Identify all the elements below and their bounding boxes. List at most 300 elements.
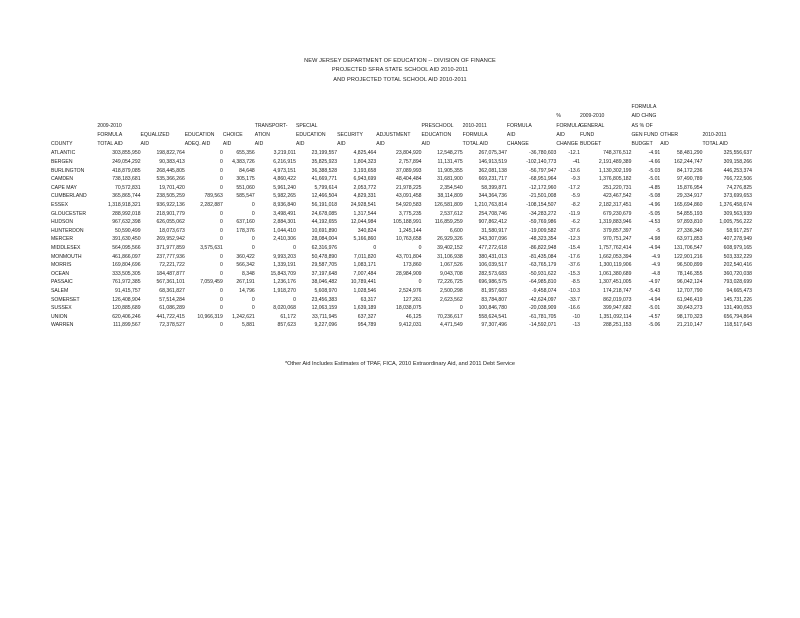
table-cell: 38,046,482 [311, 279, 338, 286]
table-cell: 48,404,484 [396, 176, 422, 183]
table-cell: -19,009,582 [529, 227, 557, 234]
table-cell: 288,992,018 [112, 210, 141, 217]
table-cell: 288,251,153 [603, 322, 632, 329]
table-cell: 305,175 [236, 176, 255, 183]
table-cell: 1,376,805,182 [598, 176, 632, 183]
table-cell: 9,412,031 [398, 322, 422, 329]
column-header: 2010-2011 FORMULA TOTAL AID [462, 122, 489, 148]
table-cell: -15.4 [568, 245, 580, 252]
table-cell: 218,901,779 [156, 210, 185, 217]
table-cell: 5,166,860 [353, 236, 377, 243]
table-cell: 18,073,673 [159, 227, 185, 234]
table-cell: -9.3 [571, 176, 580, 183]
table-cell: 72,378,527 [159, 322, 185, 329]
table-cell: 9,993,203 [273, 253, 296, 260]
table-row [51, 304, 752, 313]
table-cell: 74,276,825 [726, 184, 752, 191]
county-name-cell: MORRIS [51, 262, 72, 269]
table-cell: 655,356 [236, 150, 255, 157]
table-cell: 564,095,566 [112, 245, 141, 252]
table-cell: 31,580,917 [481, 227, 507, 234]
table-cell: 0 [220, 287, 223, 294]
table-cell: 333,505,305 [112, 270, 141, 277]
table-cell: 7,007,484 [353, 270, 377, 277]
table-cell: 237,777,936 [156, 253, 185, 260]
table-cell: -5.01 [648, 176, 661, 183]
table-cell: 3,219,011 [273, 150, 296, 157]
table-cell: 1,918,270 [273, 287, 296, 294]
table-row [51, 278, 752, 287]
table-cell: 340,824 [357, 227, 377, 234]
table-cell: 1,307,451,005 [598, 279, 632, 286]
table-cell: 94,665,473 [726, 287, 752, 294]
table-cell: 761,972,385 [112, 279, 141, 286]
table-cell: 14,796 [239, 287, 255, 294]
table-cell: -5.06 [648, 322, 661, 329]
table-cell: 29,587,705 [311, 262, 338, 269]
table-cell: 19,701,420 [159, 184, 185, 191]
table-cell: 857,623 [277, 322, 296, 329]
table-cell: 0 [251, 245, 255, 252]
table-cell: 793,028,699 [723, 279, 752, 286]
table-cell: 2,282,887 [200, 202, 223, 209]
table-cell: 97,307,496 [481, 322, 507, 329]
county-name-cell: SUSSEX [51, 305, 72, 312]
column-header: ADJUSTMENT AID [376, 131, 411, 148]
table-cell: 267,191 [236, 279, 255, 286]
table-cell: 70,572,831 [115, 184, 141, 191]
table-cell: 267,075,347 [478, 150, 507, 157]
table-cell: 679,230,679 [603, 210, 632, 217]
table-cell: 637,327 [357, 313, 377, 320]
table-body [51, 149, 752, 329]
table-cell: -86,822,948 [529, 245, 557, 252]
table-row [51, 184, 752, 193]
table-cell: 56,191,018 [311, 202, 338, 209]
table-cell: 54,920,583 [396, 202, 422, 209]
table-cell: 0 [220, 150, 223, 157]
table-cell: 36,388,528 [311, 167, 338, 174]
table-cell: 24,678,085 [311, 210, 338, 217]
table-cell: 441,722,415 [156, 313, 185, 320]
table-cell: 9,043,708 [440, 270, 463, 277]
table-cell: 1,804,323 [353, 159, 377, 166]
table-cell: 7,011,820 [353, 253, 377, 260]
table-cell: -4.8 [651, 270, 661, 277]
table-cell: 127,261 [403, 296, 422, 303]
table-cell: 10,789,441 [350, 279, 377, 286]
table-cell: 68,361,827 [159, 287, 185, 294]
table-cell: 251,220,731 [603, 184, 632, 191]
report-title-block [0, 57, 800, 85]
column-header: PRESCHOOL EDUCATION AID [421, 122, 454, 148]
table-cell: 43,091,458 [396, 193, 422, 200]
column-header: OTHER AID [660, 131, 679, 148]
table-cell: 145,731,226 [723, 296, 752, 303]
table-cell: 44,192,655 [311, 219, 338, 226]
table-cell: 37,197,648 [311, 270, 338, 277]
table-cell: 23,456,383 [311, 296, 338, 303]
table-cell: 120,885,689 [112, 305, 141, 312]
table-cell: 1,339,191 [273, 262, 296, 269]
table-cell: 81,957,683 [481, 287, 507, 294]
table-cell: 0 [251, 236, 255, 243]
table-cell: 0 [220, 159, 223, 166]
table-cell: 344,364,736 [478, 193, 507, 200]
table-cell: 97,490,789 [676, 176, 703, 183]
table-cell: 90,383,413 [159, 159, 185, 166]
table-cell: 3,498,491 [273, 210, 296, 217]
table-cell: 954,789 [357, 322, 377, 329]
county-name-cell: UNION [51, 313, 68, 320]
table-cell: 1,130,302,199 [598, 167, 632, 174]
column-header: CHOICE AID [222, 131, 243, 148]
table-cell: 116,859,259 [434, 219, 463, 226]
table-cell: -4.85 [648, 184, 661, 191]
table-cell: 0 [251, 296, 255, 303]
table-cell: 28,984,909 [396, 270, 422, 277]
table-cell: -108,154,507 [526, 202, 557, 209]
column-header: SECURITY AID [337, 131, 363, 148]
table-cell: 91,415,757 [115, 287, 141, 294]
table-cell: -48,323,354 [529, 236, 557, 243]
table-cell: 325,556,637 [723, 150, 752, 157]
table-cell: 162,244,747 [674, 159, 703, 166]
table-cell: -36,780,603 [529, 150, 557, 157]
table-row [51, 270, 752, 279]
table-cell: 1,061,380,689 [598, 270, 632, 277]
table-cell: 10,691,890 [311, 227, 338, 234]
table-cell: 57,514,284 [159, 296, 185, 303]
county-name-cell: HUNTERDON [51, 227, 84, 234]
table-cell: 269,952,942 [156, 236, 185, 243]
table-cell: -17.6 [568, 253, 580, 260]
table-cell: 12,707,790 [676, 287, 703, 294]
county-name-cell: MONMOUTH [51, 253, 82, 260]
table-cell: 5,982,265 [273, 193, 296, 200]
table-row [51, 201, 752, 210]
table-cell: 2,182,317,451 [598, 202, 632, 209]
table-cell: 2,757,894 [398, 159, 422, 166]
table-cell: 105,188,991 [393, 219, 422, 226]
table-cell: -81,435,084 [529, 253, 557, 260]
table-cell: 967,632,398 [112, 219, 141, 226]
table-cell: 0 [293, 296, 296, 303]
table-cell: -16.6 [568, 305, 580, 312]
column-header: EDUCATION ADEQ. AID [184, 131, 215, 148]
table-cell: -5.01 [648, 305, 661, 312]
table-cell: 21,978,225 [396, 184, 422, 191]
table-cell: 0 [220, 210, 223, 217]
table-cell: 0 [220, 305, 223, 312]
table-cell: -14,592,071 [529, 322, 557, 329]
table-cell: 567,361,101 [156, 279, 185, 286]
table-cell: 72,226,725 [437, 279, 463, 286]
column-header: COUNTY [51, 141, 73, 148]
table-cell: 551,060 [236, 184, 255, 191]
table-cell: 54,855,193 [676, 210, 703, 217]
table-cell: -50,931,622 [529, 270, 557, 277]
table-cell: 0 [459, 305, 463, 312]
table-cell: -4.57 [648, 313, 661, 320]
table-cell: 178,376 [236, 227, 255, 234]
table-cell: 84,172,236 [676, 167, 703, 174]
table-cell: -4.97 [648, 279, 661, 286]
table-cell: 15,843,709 [270, 270, 296, 277]
table-cell: 391,630,450 [112, 236, 141, 243]
table-cell: 360,720,038 [723, 270, 752, 277]
table-cell: 477,272,618 [478, 245, 507, 252]
table-cell: 0 [220, 322, 223, 329]
footnote: *Other Aid Includes Estimates of TPAF, FICA, 2010 Extraordinary Aid, and 2011 Debt Service [284, 361, 516, 367]
table-cell: 1,318,918,321 [107, 202, 141, 209]
table-row [51, 167, 752, 176]
county-name-cell: GLOUCESTER [51, 210, 87, 217]
table-cell: 98,170,323 [676, 313, 703, 320]
table-cell: 4,471,549 [440, 322, 463, 329]
table-cell: 0 [251, 210, 255, 217]
county-name-cell: SOMERSET [51, 296, 80, 303]
table-cell: 373,699,653 [723, 193, 752, 200]
table-cell: 0 [220, 253, 223, 260]
table-cell: 970,751,247 [603, 236, 632, 243]
table-cell: -102,140,773 [526, 159, 557, 166]
table-cell: 862,019,073 [603, 296, 632, 303]
table-cell: 2,500,298 [440, 287, 463, 294]
table-cell: 4,825,464 [353, 150, 377, 157]
table-cell: 0 [220, 236, 223, 243]
table-cell: 96,500,899 [676, 262, 703, 269]
table-cell: 146,913,519 [478, 159, 507, 166]
county-name-cell: CUMBERLAND [51, 193, 87, 200]
table-cell: 360,422 [236, 253, 255, 260]
table-cell: 669,231,717 [478, 176, 507, 183]
table-cell: 1,319,883,946 [598, 219, 632, 226]
table-cell: 126,408,904 [112, 296, 141, 303]
table-cell: 202,540,416 [723, 262, 752, 269]
table-cell: 0 [220, 270, 223, 277]
table-cell: -56,797,947 [529, 167, 557, 174]
table-cell: 0 [220, 227, 223, 234]
table-cell: 1,757,762,414 [598, 245, 632, 252]
table-cell: 58,917,257 [726, 227, 752, 234]
table-cell: 423,467,542 [603, 193, 632, 200]
table-cell: 6,943,699 [353, 176, 377, 183]
table-cell: -5 [655, 227, 661, 234]
table-cell: -63,765,179 [529, 262, 557, 269]
table-cell: -9,458,074 [531, 287, 557, 294]
table-cell: 0 [293, 245, 296, 252]
table-cell: -8.5 [571, 279, 580, 286]
table-row [51, 218, 752, 227]
table-cell: 100,846,780 [478, 305, 507, 312]
table-cell: -10 [572, 313, 580, 320]
table-cell: 766,722,506 [723, 176, 752, 183]
table-cell: 362,081,138 [478, 167, 507, 174]
table-cell: 0 [220, 296, 223, 303]
table-cell: -10.3 [568, 287, 580, 294]
county-name-cell: MIDDLESEX [51, 245, 81, 252]
table-cell: 407,278,949 [723, 236, 752, 243]
table-cell: 2,524,976 [398, 287, 422, 294]
table-cell: -12.1 [568, 150, 580, 157]
table-cell: 198,822,764 [156, 150, 185, 157]
table-row [51, 227, 752, 236]
table-cell: 503,332,229 [723, 253, 752, 260]
county-name-cell: OCEAN [51, 270, 70, 277]
table-cell: 37,089,993 [396, 167, 422, 174]
table-cell: 58,481,290 [676, 150, 703, 157]
table-cell: 61,172 [280, 313, 296, 320]
table-cell: -41 [572, 159, 580, 166]
table-cell: 0 [251, 305, 255, 312]
table-cell: 2,354,540 [440, 184, 463, 191]
table-row [51, 244, 752, 253]
table-cell: 11,905,355 [437, 167, 463, 174]
table-cell: 184,487,877 [156, 270, 185, 277]
table-cell: 380,431,013 [478, 253, 507, 260]
county-name-cell: BERGEN [51, 159, 73, 166]
table-cell: 1,662,053,394 [598, 253, 632, 260]
report-title-line-1: NEW JERSEY DEPARTMENT OF EDUCATION -- DIVISION OF FINANCE [304, 58, 496, 64]
column-header: FORMULA AID CHANGE [506, 122, 532, 148]
table-cell: 626,055,062 [156, 219, 185, 226]
table-cell: 5,799,614 [314, 184, 338, 191]
table-cell: 4,829,331 [353, 193, 377, 200]
table-cell: 96,042,124 [676, 279, 703, 286]
table-cell: -8.2 [571, 202, 580, 209]
table-cell: 3,575,631 [200, 245, 223, 252]
table-cell: 21,210,147 [676, 322, 703, 329]
table-cell: -4.9 [651, 262, 661, 269]
column-header: 2009-2010 FORMULA TOTAL AID [97, 122, 123, 148]
table-cell: 0 [220, 167, 223, 174]
table-cell: 41,669,771 [311, 176, 338, 183]
table-cell: 35,825,923 [311, 159, 338, 166]
table-cell: -33.7 [568, 296, 580, 303]
table-cell: 1,044,410 [273, 227, 296, 234]
table-cell: -20,038,909 [529, 305, 557, 312]
table-row [51, 261, 752, 270]
table-cell: 39,402,152 [437, 245, 463, 252]
table-cell: 282,573,683 [478, 270, 507, 277]
table-cell: 4,973,151 [273, 167, 296, 174]
table-cell: -12,172,960 [529, 184, 557, 191]
table-cell: 2,053,772 [353, 184, 377, 191]
table-cell: 18,038,075 [396, 305, 422, 312]
table-cell: 1,067,526 [440, 262, 463, 269]
table-cell: 0 [418, 245, 422, 252]
table-cell: 10,763,658 [396, 236, 422, 243]
table-cell: 12,044,984 [350, 219, 377, 226]
table-cell: 118,517,643 [724, 322, 752, 329]
table-cell: 6,600 [449, 227, 463, 234]
table-cell: 738,183,681 [112, 176, 141, 183]
table-cell: 371,977,859 [156, 245, 185, 252]
table-cell: 2,191,489,389 [598, 159, 632, 166]
table-cell: 31,681,900 [437, 176, 463, 183]
table-cell: 165,694,860 [674, 202, 703, 209]
table-cell: -13 [572, 322, 580, 329]
table-cell: 3,775,235 [398, 210, 422, 217]
table-cell: 97,893,810 [676, 219, 703, 226]
table-cell: 446,253,374 [723, 167, 752, 174]
table-cell: 585,547 [236, 193, 255, 200]
county-name-cell: PASSAIC [51, 279, 73, 286]
table-cell: -4.91 [648, 150, 661, 157]
table-cell: 418,879,085 [112, 167, 141, 174]
table-cell: -4.94 [648, 245, 661, 252]
column-header: TRANSPORT- ATION AID [254, 122, 288, 148]
table-cell: 0 [418, 279, 422, 286]
table-cell: 50,590,499 [115, 227, 141, 234]
table-cell: 9,227,096 [314, 322, 338, 329]
county-name-cell: WARREN [51, 322, 74, 329]
table-cell: 303,855,950 [112, 150, 141, 157]
table-cell: -15.3 [568, 270, 580, 277]
table-cell: 0 [220, 219, 223, 226]
table-cell: -68,951,964 [529, 176, 557, 183]
table-cell: 268,445,805 [156, 167, 185, 174]
table-cell: -42,624,097 [529, 296, 557, 303]
table-cell: -4.98 [648, 236, 661, 243]
table-cell: 6,216,915 [273, 159, 296, 166]
table-row [51, 287, 752, 296]
table-cell: -4.9 [651, 253, 661, 260]
table-cell: 23,804,920 [396, 150, 422, 157]
table-cell: 23,199,557 [311, 150, 338, 157]
table-cell: -5.9 [571, 193, 580, 200]
table-cell: 535,366,266 [156, 176, 185, 183]
table-cell: 0 [373, 245, 377, 252]
table-cell: -4.94 [648, 296, 661, 303]
column-header: 2009-2010 GENERAL FUND BUDGET [580, 113, 605, 148]
table-cell: 5,881 [242, 322, 255, 329]
table-cell: 61,086,289 [159, 305, 185, 312]
table-cell: 2,537,612 [440, 210, 463, 217]
table-cell: 33,711,945 [311, 313, 338, 320]
table-row [51, 313, 752, 322]
table-cell: 11,131,475 [437, 159, 463, 166]
table-cell: -13.6 [568, 167, 580, 174]
table-cell: 789,563 [204, 193, 223, 200]
table-cell: -5.05 [648, 210, 661, 217]
table-cell: 29,334,917 [676, 193, 703, 200]
table-cell: -5.43 [648, 287, 661, 294]
table-cell: 696,986,575 [478, 279, 507, 286]
table-cell: 173,860 [403, 262, 422, 269]
table-cell: -5.08 [648, 193, 661, 200]
table-cell: 249,054,292 [112, 159, 141, 166]
table-cell: 637,160 [236, 219, 255, 226]
county-name-cell: CAPE MAY [51, 184, 77, 191]
table-cell: 43,701,804 [396, 253, 422, 260]
table-cell: 1,376,458,674 [719, 202, 752, 209]
aid-table [51, 103, 752, 330]
table-cell: 131,490,053 [723, 305, 752, 312]
table-cell: 58,399,871 [481, 184, 507, 191]
table-cell: 7,059,459 [200, 279, 223, 286]
table-cell: 28,084,004 [311, 236, 338, 243]
table-header [51, 103, 752, 149]
table-cell: -6.2 [571, 219, 580, 226]
table-cell: 131,706,547 [674, 245, 703, 252]
table-cell: 83,784,807 [481, 296, 507, 303]
table-cell: 1,083,171 [353, 262, 377, 269]
county-name-cell: HUDSON [51, 219, 74, 226]
table-cell: -34,283,272 [529, 210, 557, 217]
table-cell: -64,985,810 [529, 279, 557, 286]
